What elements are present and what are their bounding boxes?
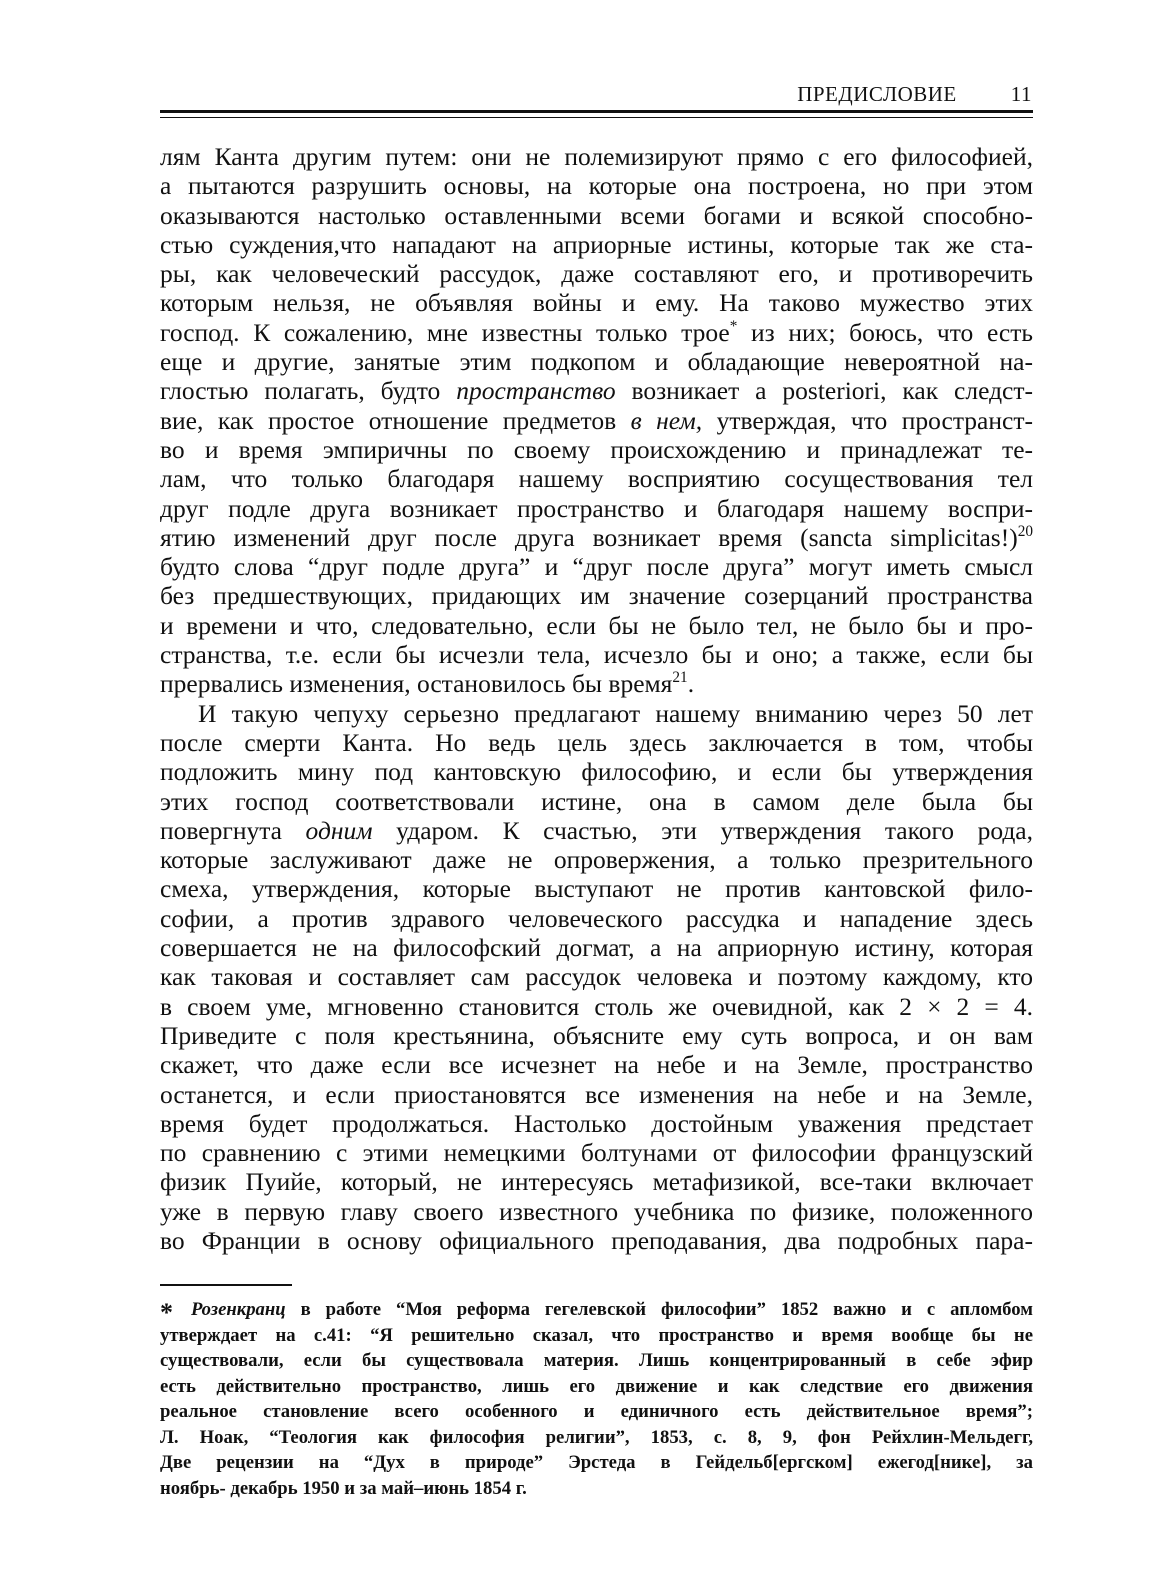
endnote-ref: 21 — [672, 669, 688, 687]
italic-author: Розенкранц — [190, 1299, 286, 1320]
text-fragment: утверждая, что пространст- — [702, 405, 1033, 435]
text-line: лям Канта другим путем: они не полемизируют прямо с его философией, — [160, 142, 1033, 171]
running-head — [160, 82, 1032, 107]
text-line: во и время эмпиричны по своему происхождению и принадлежат те- — [160, 434, 1033, 464]
text-line: по сравнению с этими немецкими болтунами от философии французский — [160, 1138, 1033, 1168]
footnote — [160, 1297, 1033, 1501]
text-line — [160, 816, 1033, 845]
text-fragment: прервались изменения, остановилось бы время — [160, 669, 673, 699]
endnote-ref: 20 — [1017, 522, 1033, 540]
text-fragment: из них; боюсь, что есть — [737, 317, 1033, 347]
text-line: будто слова “друг подле друга” и “друг после друга” могут иметь смысл — [160, 552, 1033, 582]
running-head-title: ПРЕДИСЛОВИЕ — [797, 82, 957, 106]
text-line: в своем уме, мгновенно становится столь же очевидной, как 2 × 2 = 4. — [160, 991, 1033, 1021]
text-fragment: господ. К сожалению, мне известны только трое — [160, 317, 730, 347]
text-line: странства, т.е. если бы исчезли тела, исчезло бы и оно; а также, если бы — [160, 640, 1033, 670]
header-rule-thick — [160, 110, 1033, 113]
text-fragment: возникает a posteriori, как следст- — [615, 376, 1033, 406]
text-line: физик Пуийе, который, не интересуясь метафизикой, все-таки включает — [160, 1167, 1033, 1197]
text-line: а пытаются разрушить основы, на которые она построена, но при этом — [160, 171, 1033, 201]
text-line: подложить мину под кантовскую философию, и если бы утверждения — [160, 757, 1033, 787]
text-line: останется, и если приостановятся все изменения на небе и на Земле, — [160, 1079, 1033, 1109]
text-line: совершается не на философский догмат, а на априорную истину, которая — [160, 933, 1033, 963]
text-line: софии, а против здравого человеческого рассудка и нападение здесь — [160, 903, 1033, 933]
text-fragment: ударом. К счастью, эти утверждения такого рода, — [372, 815, 1033, 845]
text-line: время будет продолжаться. Настолько достойным уважения предстает — [160, 1108, 1033, 1138]
text-fragment: . — [687, 669, 695, 699]
text-line: во Франции в основу официального преподавания, два подробных пара- — [160, 1225, 1033, 1255]
text-line: оказываются настолько оставленными всеми богами и всякой способно- — [160, 200, 1033, 230]
main-text — [160, 142, 1033, 1255]
footnote-line: Л. Ноак, “Теология как философия религии”, 1853, с. 8, 9, фон Рейхлин-Мельдегг, — [160, 1426, 1033, 1448]
text-line: Приведите с поля крестьянина, объясните ему суть вопроса, и он вам — [160, 1020, 1033, 1050]
footnote-line: Две рецензии на “Дух в природе” Эрстеда в Гейдельб[ергском] ежегод[нике], за — [160, 1452, 1033, 1473]
footnote-line — [160, 1297, 1033, 1327]
text-line: уже в первую главу своего известного учебника по физике, положенного — [160, 1196, 1033, 1226]
footnote-marker: * — [729, 317, 738, 335]
text-line: и времени и что, следовательно, если бы не было тел, не было бы и про- — [160, 610, 1033, 640]
text-fragment: в работе “Моя реформа гегелевской философии” 1852 важно и с апломбом — [285, 1299, 1033, 1320]
text-fragment: повергнута — [160, 815, 306, 845]
footnote-line: существовали, если бы существовала материя. Лишь концентрированный в себе эфир — [160, 1350, 1033, 1371]
italic-term: в нем, — [630, 405, 703, 435]
text-line: без предшествующих, придающих им значение созерцаний пространства — [160, 581, 1033, 611]
text-line: этих господ соответствовали истине, она в самом деле была бы — [160, 786, 1033, 816]
text-line — [160, 406, 1033, 435]
text-line: скажет, что даже если все исчезнет на небе и на Земле, пространство — [160, 1050, 1033, 1080]
footnote-line: утверждает на с.41: “Я решительно сказал, что пространство и время вообще бы не — [160, 1324, 1033, 1346]
italic-term: пространство — [456, 376, 616, 406]
footnote-line: есть действительно пространство, лишь его движение и как следствие его движения — [160, 1375, 1033, 1397]
footnote-line: реальное становление всего особенного и единичного есть действительное время”; — [160, 1401, 1033, 1422]
text-fragment: вие, как простое отношение предметов — [160, 405, 631, 435]
text-line: лам, что только благодаря нашему восприятию сосуществования тел — [160, 464, 1033, 494]
footnote-marker: * — [160, 1298, 173, 1327]
footnote-rule — [160, 1284, 292, 1286]
text-line: друг подле друга возникает пространство и благодаря нашему воспри- — [160, 493, 1033, 523]
text-line — [160, 523, 1033, 552]
text-line: которые заслуживают даже не опровержения, а только презрительного — [160, 845, 1033, 875]
italic-term: одним — [305, 815, 373, 845]
text-fragment: глостью полагать, будто — [160, 376, 457, 406]
text-line: которым нельзя, не объявляя войны и ему. На таково мужество этих — [160, 288, 1033, 318]
text-line — [160, 318, 1033, 347]
text-line: после смерти Канта. Но ведь цель здесь заключается в том, чтобы — [160, 727, 1033, 757]
text-line: еще и другие, занятые этим подкопом и обладающие невероятной на- — [160, 347, 1033, 377]
text-line: смеха, утверждения, которые выступают не против кантовской фило- — [160, 874, 1033, 904]
text-line — [160, 669, 1033, 698]
text-line: стью суждения,что нападают на априорные истины, которые так же ста- — [160, 229, 1033, 259]
page-number: 11 — [1010, 82, 1032, 106]
text-line: И такую чепуху серьезно предлагают нашему вниманию через 50 лет — [198, 698, 1033, 728]
text-line: как таковая и составляет сам рассудок человека и поэтому каждому, кто — [160, 962, 1033, 992]
text-line — [160, 376, 1033, 405]
text-line: ры, как человеческий рассудок, даже составляют его, и противоречить — [160, 259, 1033, 289]
footnote-line: ноябрь- декабрь 1950 и за май–июнь 1854 г. — [160, 1477, 527, 1499]
text-fragment: ятию изменений друг после друга возникает время (sancta simplicitas!) — [160, 522, 1018, 552]
header-rule-thin — [160, 117, 1033, 118]
